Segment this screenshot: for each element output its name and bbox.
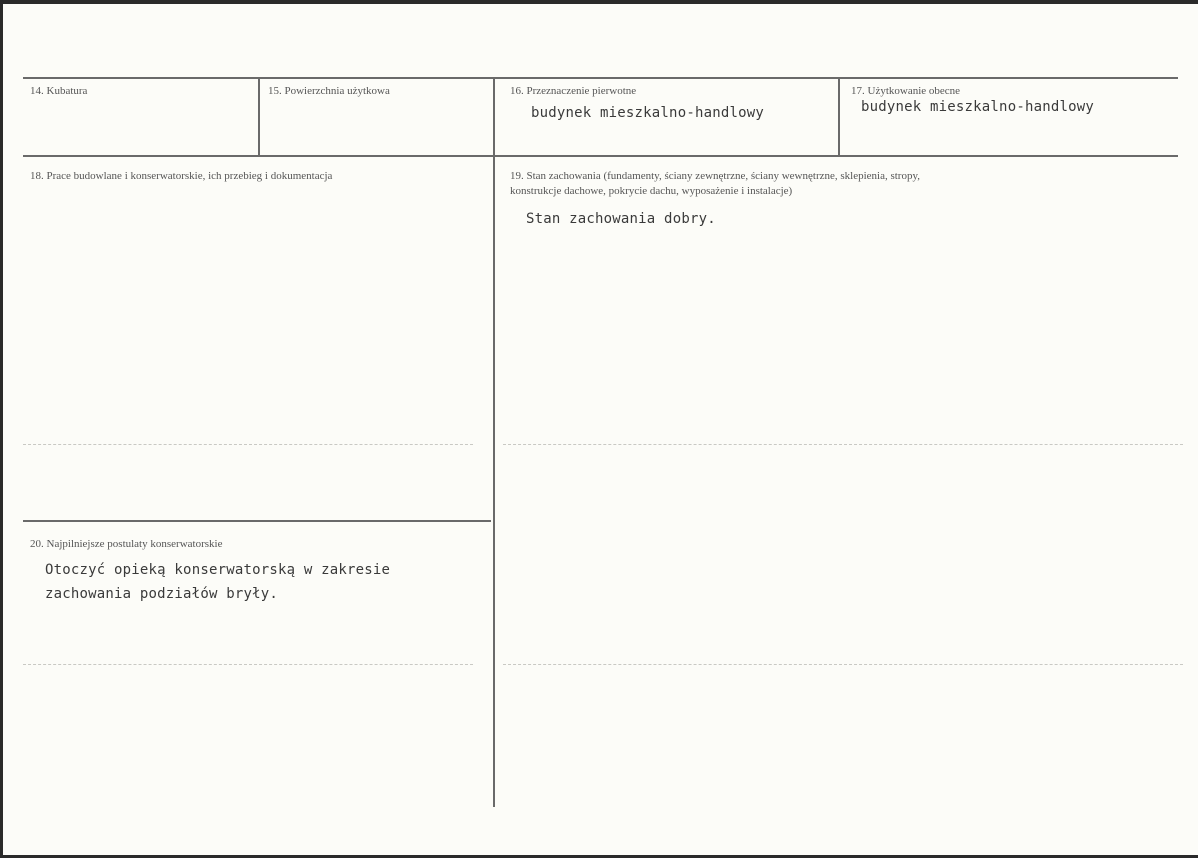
field-19-label-line2: konstrukcje dachowe, pokrycie dachu, wyposażenie i instalacje)	[510, 185, 793, 197]
field-16-label: 16. Przeznaczenie pierwotne	[510, 85, 637, 97]
field-20-label: 20. Najpilniejsze postulaty konserwatorskie	[30, 538, 223, 550]
field-17-label: 17. Użytkowanie obecne	[851, 85, 961, 97]
field-20-value-line1: Otoczyć opieką konserwatorską w zakresie	[45, 562, 391, 578]
faint-line	[23, 664, 473, 666]
col-divider-2	[493, 77, 495, 807]
field-20-value-line2: zachowania podziałów bryły.	[45, 586, 278, 602]
field-18-label: 18. Prace budowlane i konserwatorskie, ich przebieg i dokumentacja	[30, 170, 333, 182]
col-divider-3	[838, 77, 840, 157]
faint-line	[503, 664, 1183, 666]
field-19-value: Stan zachowania dobry.	[526, 211, 716, 227]
faint-line	[503, 444, 1183, 446]
row-divider	[23, 155, 1178, 157]
field-15-label: 15. Powierzchnia użytkowa	[268, 85, 390, 97]
field-17-value: budynek mieszkalno-handlowy	[861, 99, 1094, 115]
field-16-value: budynek mieszkalno-handlowy	[531, 105, 764, 121]
faint-line	[23, 444, 473, 446]
field-14-label: 14. Kubatura	[30, 85, 88, 97]
top-rule	[23, 77, 1178, 79]
section-divider	[23, 520, 491, 522]
col-divider-1	[258, 77, 260, 157]
field-19-label-line1: 19. Stan zachowania (fundamenty, ściany zewnętrzne, ściany wewnętrzne, sklepienia, stropy,	[510, 170, 921, 182]
